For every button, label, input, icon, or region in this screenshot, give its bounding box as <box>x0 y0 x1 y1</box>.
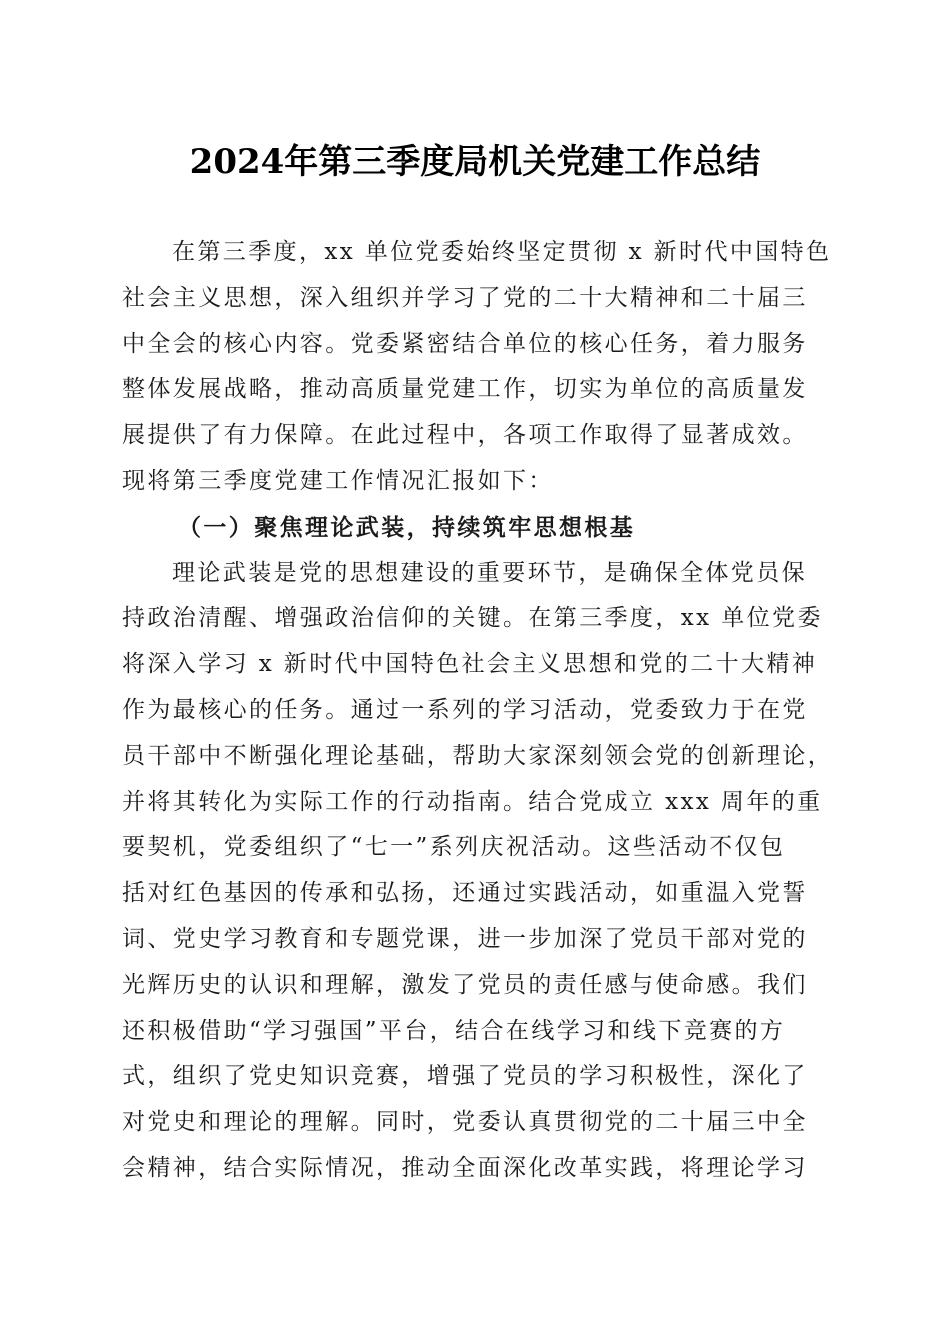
paragraph-line: 词、党史学习教育和专题党课，进一步加深了党员干部对党的 <box>122 925 808 952</box>
document-title: 2024年第三季度局机关党建工作总结 <box>189 142 761 182</box>
paragraph-line: 将深入学习 x 新时代中国特色社会主义思想和党的二十大精神 <box>122 651 818 678</box>
paragraph-line: 理论武装是党的思想建设的重要环节，是确保全体党员保 <box>172 559 807 586</box>
paragraph-line: 员干部中不断强化理论基础，帮助大家深刻领会党的创新理论， <box>122 742 834 769</box>
paragraph-line: 括对红色基因的传承和弘扬，还通过实践活动，如重温入党誓 <box>122 880 808 907</box>
paragraph-line: 持政治清醒、增强政治信仰的关键。在第三季度，xx 单位党委 <box>122 605 823 632</box>
document-body <box>122 230 834 1192</box>
paragraph-line: 式，组织了党史知识竞赛，增强了党员的学习积极性，深化了 <box>122 1063 808 1090</box>
paragraph-line: 要契机，党委组织了“七一”系列庆祝活动。这些活动不仅包 <box>122 834 786 861</box>
paragraph-line: 现将第三季度党建工作情况汇报如下： <box>122 467 554 494</box>
paragraph-line: 在第三季度，xx 单位党委始终坚定贯彻 x 新时代中国特色 <box>172 239 832 265</box>
paragraph-line: 并将其转化为实际工作的行动指南。结合党成立 xxx 周年的重 <box>122 788 823 815</box>
paragraph-line: 光辉历史的认识和理解，激发了党员的责任感与使命感。我们 <box>122 971 808 998</box>
paragraph-line: 会精神，结合实际情况，推动全面深化改革实践，将理论学习 <box>122 1154 808 1181</box>
paragraph-line: 展提供了有力保障。在此过程中，各项工作取得了显著成效。 <box>122 422 808 449</box>
paragraph-line: 对党史和理论的理解。同时，党委认真贯彻党的二十届三中全 <box>122 1109 808 1136</box>
section-heading: （一）聚焦理论武装，持续筑牢思想根基 <box>178 513 636 541</box>
paragraph-line: 中全会的核心内容。党委紧密结合单位的核心任务，着力服务 <box>122 330 808 357</box>
paragraph-line: 整体发展战略，推动高质量党建工作，切实为单位的高质量发 <box>122 376 808 403</box>
paragraph-line: 作为最核心的任务。通过一系列的学习活动，党委致力于在党 <box>122 696 808 723</box>
paragraph-line: 社会主义思想，深入组织并学习了党的二十大精神和二十届三 <box>122 284 808 311</box>
paragraph-line: 还积极借助“学习强国”平台，结合在线学习和线下竞赛的方 <box>122 1017 786 1044</box>
